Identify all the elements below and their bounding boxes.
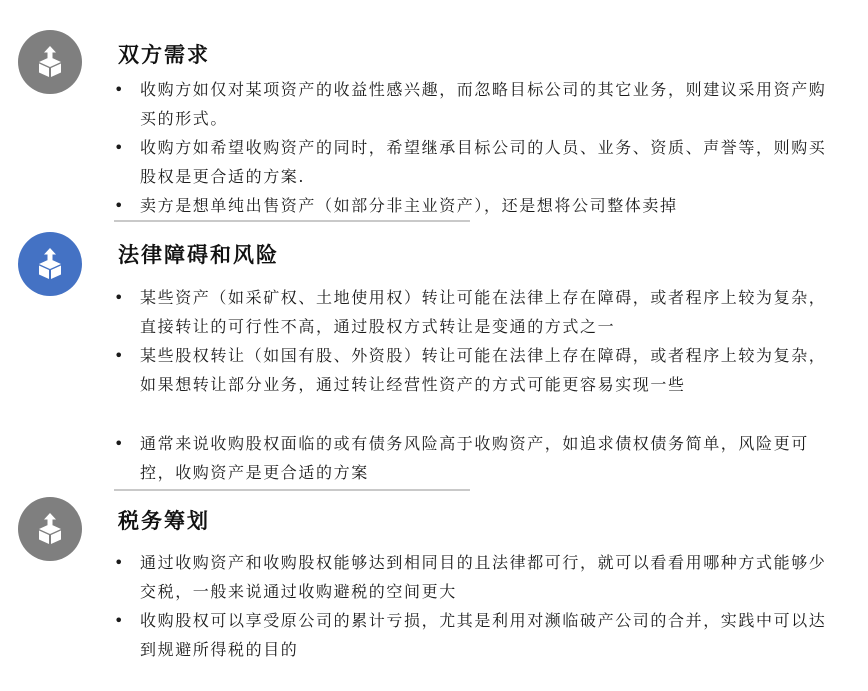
bullet-text: 收购方如仅对某项资产的收益性感兴趣，而忽略目标公司的其它业务，则建议采用资产购买的形式。 <box>140 80 827 128</box>
bullet-text: 收购股权可以享受原公司的累计亏损，尤其是利用对濒临破产公司的合并，实践中可以达到规避所得税的目的 <box>140 611 827 659</box>
box-upload-icon <box>18 497 82 561</box>
box-upload-icon <box>18 30 82 94</box>
bullet-text: 收购方如希望收购资产的同时，希望继承目标公司的人员、业务、资质、声誉等，则购买股权是更合适的方案. <box>140 138 827 186</box>
section-title: 税务筹划 <box>118 508 210 533</box>
box-upload-icon <box>18 232 82 296</box>
bullet-marker: • <box>114 611 126 630</box>
bullet-marker: • <box>114 288 126 307</box>
section-title: 法律障碍和风险 <box>118 242 279 267</box>
list-item <box>114 191 834 220</box>
section-divider <box>114 220 470 222</box>
bullet-text: 某些资产（如采矿权、土地使用权）转让可能在法律上存在障碍，或者程序上较为复杂，直接转让的可行性不高，通过股权方式转让是变通的方式之一 <box>140 288 827 336</box>
bullet-marker: • <box>114 80 126 99</box>
bullet-marker: • <box>114 434 126 453</box>
list-item <box>114 75 834 133</box>
list-item <box>114 283 834 341</box>
bullet-text: 通常来说收购股权面临的或有债务风险高于收购资产，如追求债权债务简单，风险更可控，收购资产是更合适的方案 <box>140 434 809 482</box>
bullet-text: 通过收购资产和收购股权能够达到相同目的且法律都可行，就可以看看用哪种方式能够少交税，一般来说通过收购避税的空间更大 <box>140 553 827 601</box>
bullet-marker: • <box>114 138 126 157</box>
list-item <box>114 429 834 487</box>
bullet-marker: • <box>114 346 126 365</box>
list-item <box>114 548 834 606</box>
list-item <box>114 341 834 399</box>
section-title: 双方需求 <box>118 42 210 67</box>
bullet-text: 某些股权转让（如国有股、外资股）转让可能在法律上存在障碍，或者程序上较为复杂，如果想转让部分业务，通过转让经营性资产的方式可能更容易实现一些 <box>140 346 827 394</box>
bullet-text: 卖方是想单纯出售资产（如部分非主业资产），还是想将公司整体卖掉 <box>140 196 678 215</box>
list-item <box>114 606 834 664</box>
bullet-marker: • <box>114 553 126 572</box>
list-item <box>114 133 834 191</box>
bullet-marker: • <box>114 196 126 215</box>
section-divider <box>114 489 470 491</box>
